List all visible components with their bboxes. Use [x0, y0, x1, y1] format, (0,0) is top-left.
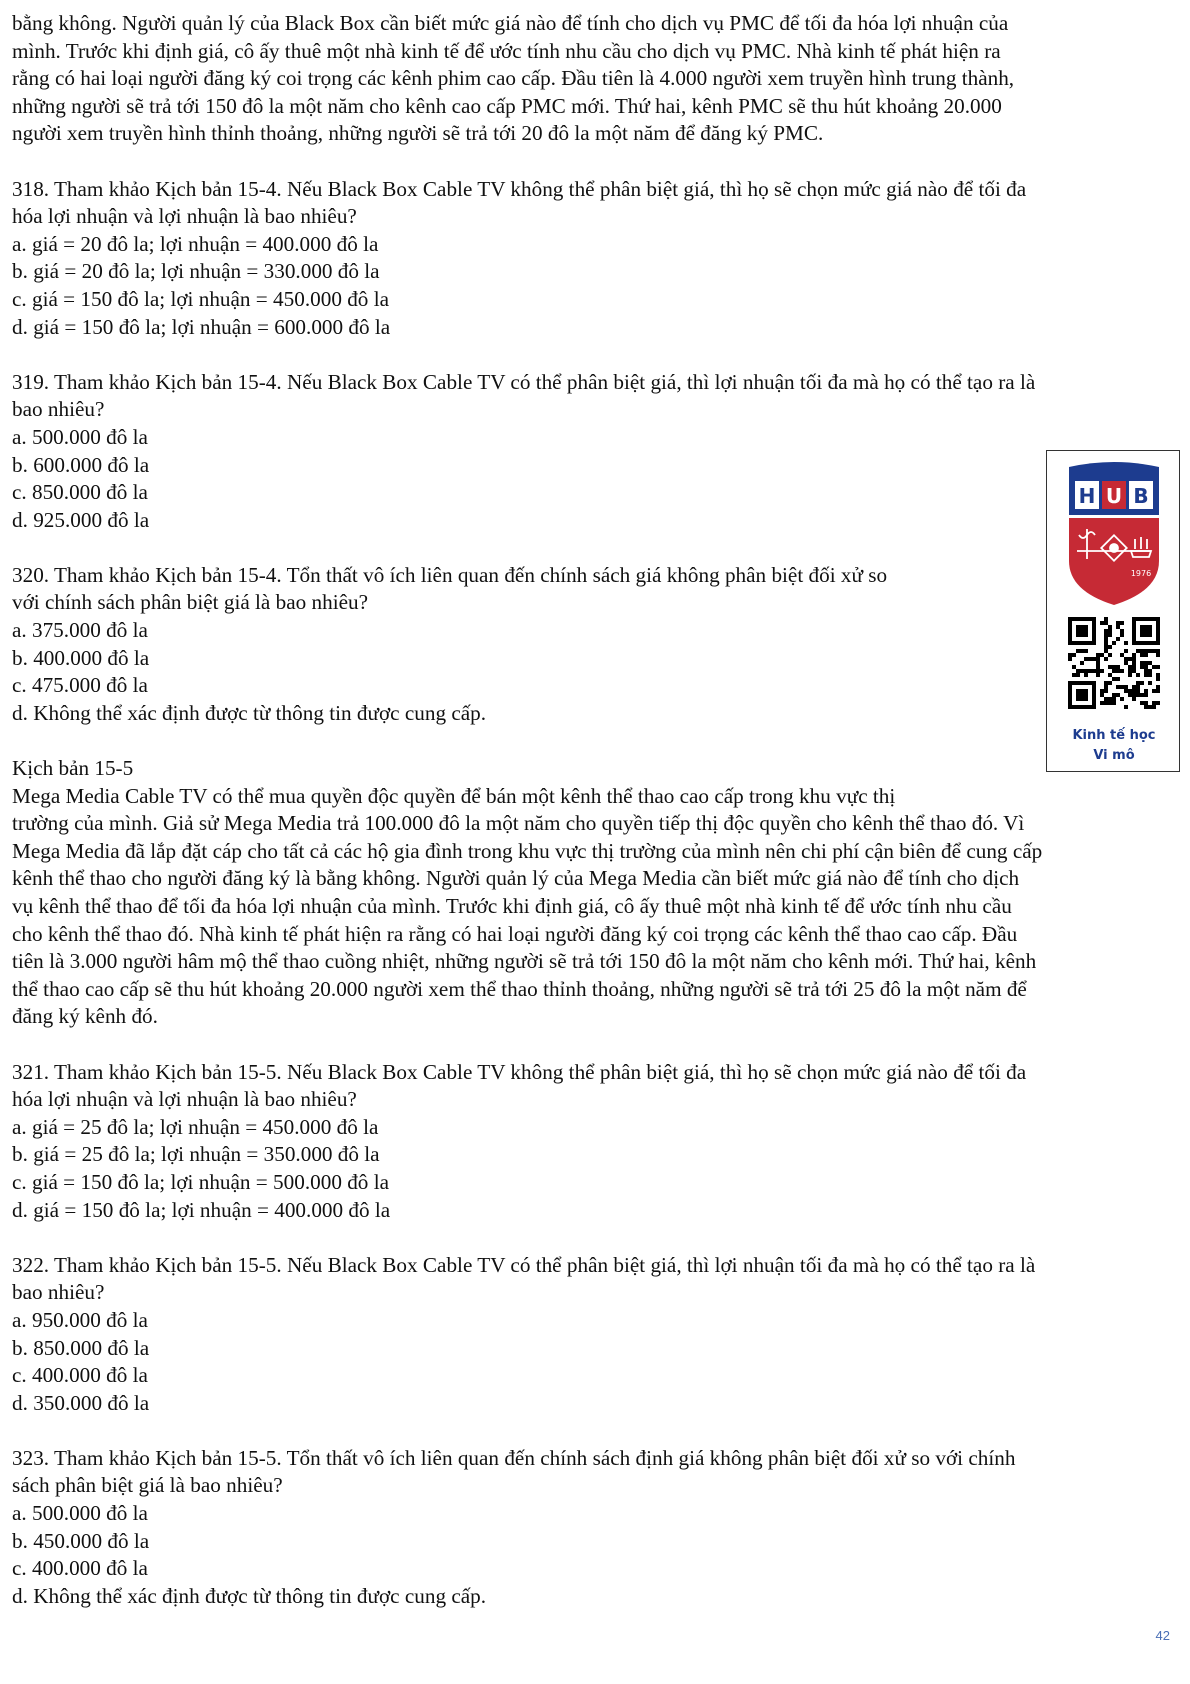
text-line — [12, 120, 1177, 148]
text-line — [12, 1086, 1177, 1114]
text-line-content: a. giá = 20 đô la; lợi nhuận = 400.000 đô la — [12, 231, 379, 256]
text-line-content: 323. Tham khảo Kịch bản 15-5. Tổn thất vô ích liên quan đến chính sách định giá không phân biệt đối xử so với chính — [12, 1445, 1016, 1470]
text-line-content: 318. Tham khảo Kịch bản 15-4. Nếu Black Box Cable TV không thể phân biệt giá, thì họ sẽ chọn mức giá nào để tối đa — [12, 176, 1027, 201]
text-line-content: người xem truyền hình thỉnh thoảng, những người sẽ trả tới 20 đô la một năm để đăng ký PMC. — [12, 121, 824, 146]
paragraph — [12, 369, 1177, 535]
text-line — [12, 1307, 1177, 1335]
text-line-content: Kịch bản 15-5 — [12, 756, 134, 781]
text-line-content: d. 350.000 đô la — [12, 1390, 150, 1415]
text-line-content: b. 450.000 đô la — [12, 1528, 150, 1553]
text-line-content: 320. Tham khảo Kịch bản 15-4. Tổn thất vô ích liên quan đến chính sách giá không phân biệt đối xử so — [12, 562, 888, 587]
text-line-content: đăng ký kênh đó. — [12, 1004, 158, 1029]
text-line — [12, 838, 1177, 866]
text-line — [12, 1472, 1177, 1500]
text-line — [12, 1003, 1177, 1031]
paragraph — [12, 1445, 1177, 1611]
text-line — [12, 1197, 1177, 1225]
text-line-content: c. 400.000 đô la — [12, 1363, 148, 1388]
text-line-content: những người sẽ trả tới 150 đô la một năm cho kênh cao cấp PMC mới. Thứ hai, kênh PMC sẽ thu hút khoảng 20.000 — [12, 93, 1002, 118]
text-line — [12, 1390, 1177, 1418]
text-line-content: b. 600.000 đô la — [12, 452, 150, 477]
text-line — [12, 314, 1177, 342]
shield-divider — [1069, 515, 1159, 518]
shield-letter-u: U — [1105, 484, 1123, 508]
text-line-content: b. 400.000 đô la — [12, 645, 150, 670]
text-line — [12, 1335, 1177, 1363]
text-line — [12, 479, 1177, 507]
text-line-content: c. giá = 150 đô la; lợi nhuận = 500.000 đô la — [12, 1169, 389, 1194]
text-line — [12, 865, 1177, 893]
text-line — [12, 424, 1177, 452]
text-line — [12, 893, 1177, 921]
qr-code-icon — [1068, 617, 1160, 709]
text-line-content: thể thao cao cấp sẽ thu hút khoảng 20.000 người xem thể thao thỉnh thoảng, những người sẽ trả tới 25 đô la một năm để — [12, 976, 1027, 1001]
text-line-content: với chính sách phân biệt giá là bao nhiêu? — [12, 590, 368, 615]
text-line — [12, 1583, 1177, 1611]
text-line — [12, 1114, 1177, 1142]
paragraph — [12, 755, 1177, 1031]
paragraph — [12, 1252, 1177, 1418]
logo-caption-line2: Vi mô — [1093, 748, 1135, 763]
paragraph — [12, 562, 1177, 728]
text-line-content: c. giá = 150 đô la; lợi nhuận = 450.000 đô la — [12, 286, 389, 311]
text-line-content: hóa lợi nhuận và lợi nhuận là bao nhiêu? — [12, 1087, 357, 1112]
text-line — [12, 10, 1177, 38]
text-line — [12, 562, 1177, 590]
text-line — [12, 65, 1177, 93]
hub-logo-panel — [1046, 450, 1180, 772]
text-line-content: a. 950.000 đô la — [12, 1307, 148, 1332]
text-line — [12, 1362, 1177, 1390]
text-line — [12, 645, 1177, 673]
paragraph — [12, 176, 1177, 342]
text-line-content: 322. Tham khảo Kịch bản 15-5. Nếu Black Box Cable TV có thể phân biệt giá, thì lợi nhuận tối đa mà họ có thể tạo ra là — [12, 1252, 1036, 1277]
text-line-content: rằng có hai loại người đăng ký coi trọng các kênh phim cao cấp. Đầu tiên là 4.000 người xem truyền hình trung thành, — [12, 66, 1015, 91]
text-line — [12, 38, 1177, 66]
text-line — [12, 783, 1177, 811]
text-line-content: hóa lợi nhuận và lợi nhuận là bao nhiêu? — [12, 204, 357, 229]
text-line-content: d. Không thể xác định được từ thông tin được cung cấp. — [12, 1583, 487, 1608]
text-line-content: mình. Trước khi định giá, cô ấy thuê một nhà kinh tế để ước tính nhu cầu cho dịch vụ PMC. Nhà kinh tế phát hiện ra — [12, 38, 1001, 63]
text-line-content: bao nhiêu? — [12, 1280, 105, 1305]
text-line — [12, 948, 1177, 976]
text-line-content: 321. Tham khảo Kịch bản 15-5. Nếu Black Box Cable TV không thể phân biệt giá, thì họ sẽ chọn mức giá nào để tối đa — [12, 1059, 1027, 1084]
text-line — [12, 1445, 1177, 1473]
paragraph — [12, 10, 1177, 148]
text-line-content: cho kênh thể thao đó. Nhà kinh tế phát hiện ra rằng có hai loại người đăng ký coi trọng các kênh thể thao cao cấp. Đầu — [12, 921, 1018, 946]
text-line — [12, 507, 1177, 535]
text-line — [12, 176, 1177, 204]
text-line — [12, 286, 1177, 314]
text-line — [12, 1169, 1177, 1197]
text-line — [12, 810, 1177, 838]
text-line — [12, 976, 1177, 1004]
text-line-content: d. Không thể xác định được từ thông tin được cung cấp. — [12, 700, 487, 725]
text-line — [12, 1279, 1177, 1307]
text-line — [12, 369, 1177, 397]
text-line-content: Mega Media đã lắp đặt cáp cho tất cả các hộ gia đình trong khu vực thị trường của mình nên chi phí cận biên để cung cấp — [12, 838, 1043, 863]
page-number: 42 — [1155, 1628, 1170, 1643]
shield-letter-h: H — [1078, 484, 1096, 508]
text-line — [12, 755, 1177, 783]
text-line-content: b. giá = 25 đô la; lợi nhuận = 350.000 đô la — [12, 1142, 380, 1167]
text-line-content: tiên là 3.000 người hâm mộ thể thao cuồng nhiệt, những người sẽ trả tới 150 đô la một năm cho kênh mới. Thứ hai, kênh — [12, 949, 1037, 974]
text-line-content: a. 375.000 đô la — [12, 618, 148, 643]
logo-caption-line1: Kinh tế học — [1072, 728, 1156, 743]
text-line — [12, 93, 1177, 121]
text-line-content: c. 850.000 đô la — [12, 480, 148, 505]
text-line — [12, 1252, 1177, 1280]
text-line — [12, 452, 1177, 480]
text-line-content: vụ kênh thể thao để tối đa hóa lợi nhuận của mình. Trước khi định giá, cô ấy thuê một nhà kinh tế để ước tính nhu cầu — [12, 894, 1012, 918]
text-line — [12, 921, 1177, 949]
text-line-content: bằng không. Người quản lý của Black Box cần biết mức giá nào để tính cho dịch vụ PMC để tối đa hóa lợi nhuận của — [12, 11, 1009, 35]
text-line-content: trường của mình. Giả sử Mega Media trả 100.000 đô la một năm cho quyền tiếp thị độc quyền cho kênh thể thao đó. Vì — [12, 811, 1025, 836]
text-line-content: a. giá = 25 đô la; lợi nhuận = 450.000 đô la — [12, 1114, 379, 1139]
text-line-content: Mega Media Cable TV có thể mua quyền độc quyền để bán một kênh thể thao cao cấp trong khu vực thị — [12, 783, 896, 808]
text-line-content: a. 500.000 đô la — [12, 424, 148, 449]
shield-year: 1976 — [1130, 569, 1152, 578]
text-line — [12, 231, 1177, 259]
text-line-content: 319. Tham khảo Kịch bản 15-4. Nếu Black Box Cable TV có thể phân biệt giá, thì lợi nhuận tối đa mà họ có thể tạo ra là — [12, 369, 1036, 394]
text-line — [12, 1500, 1177, 1528]
text-line — [12, 672, 1177, 700]
shield-letter-b: B — [1133, 484, 1149, 508]
text-line-content: c. 400.000 đô la — [12, 1556, 148, 1581]
text-line — [12, 1141, 1177, 1169]
text-line-content: bao nhiêu? — [12, 397, 105, 422]
text-line-content: a. 500.000 đô la — [12, 1501, 148, 1526]
paragraph — [12, 1059, 1177, 1225]
text-line-content: d. giá = 150 đô la; lợi nhuận = 600.000 đô la — [12, 314, 391, 339]
text-line — [12, 1528, 1177, 1556]
text-line — [12, 203, 1177, 231]
text-line-content: kênh thể thao cho người đăng ký là bằng không. Người quản lý của Mega Media cần biết mức giá nào để tính cho dịch — [12, 866, 1020, 891]
text-line-content: b. 850.000 đô la — [12, 1335, 150, 1360]
text-line-content: b. giá = 20 đô la; lợi nhuận = 330.000 đô la — [12, 259, 380, 284]
text-line-content: c. 475.000 đô la — [12, 673, 148, 698]
text-line — [12, 1059, 1177, 1087]
text-line — [12, 617, 1177, 645]
text-line — [12, 589, 1177, 617]
text-line — [12, 1555, 1177, 1583]
text-line-content: sách phân biệt giá là bao nhiêu? — [12, 1473, 283, 1498]
document-body — [12, 10, 1177, 1638]
text-line — [12, 396, 1177, 424]
text-line-content: d. giá = 150 đô la; lợi nhuận = 400.000 đô la — [12, 1197, 391, 1222]
hub-shield-logo — [1047, 459, 1181, 609]
text-line — [12, 700, 1177, 728]
text-line-content: d. 925.000 đô la — [12, 507, 150, 532]
text-line — [12, 258, 1177, 286]
